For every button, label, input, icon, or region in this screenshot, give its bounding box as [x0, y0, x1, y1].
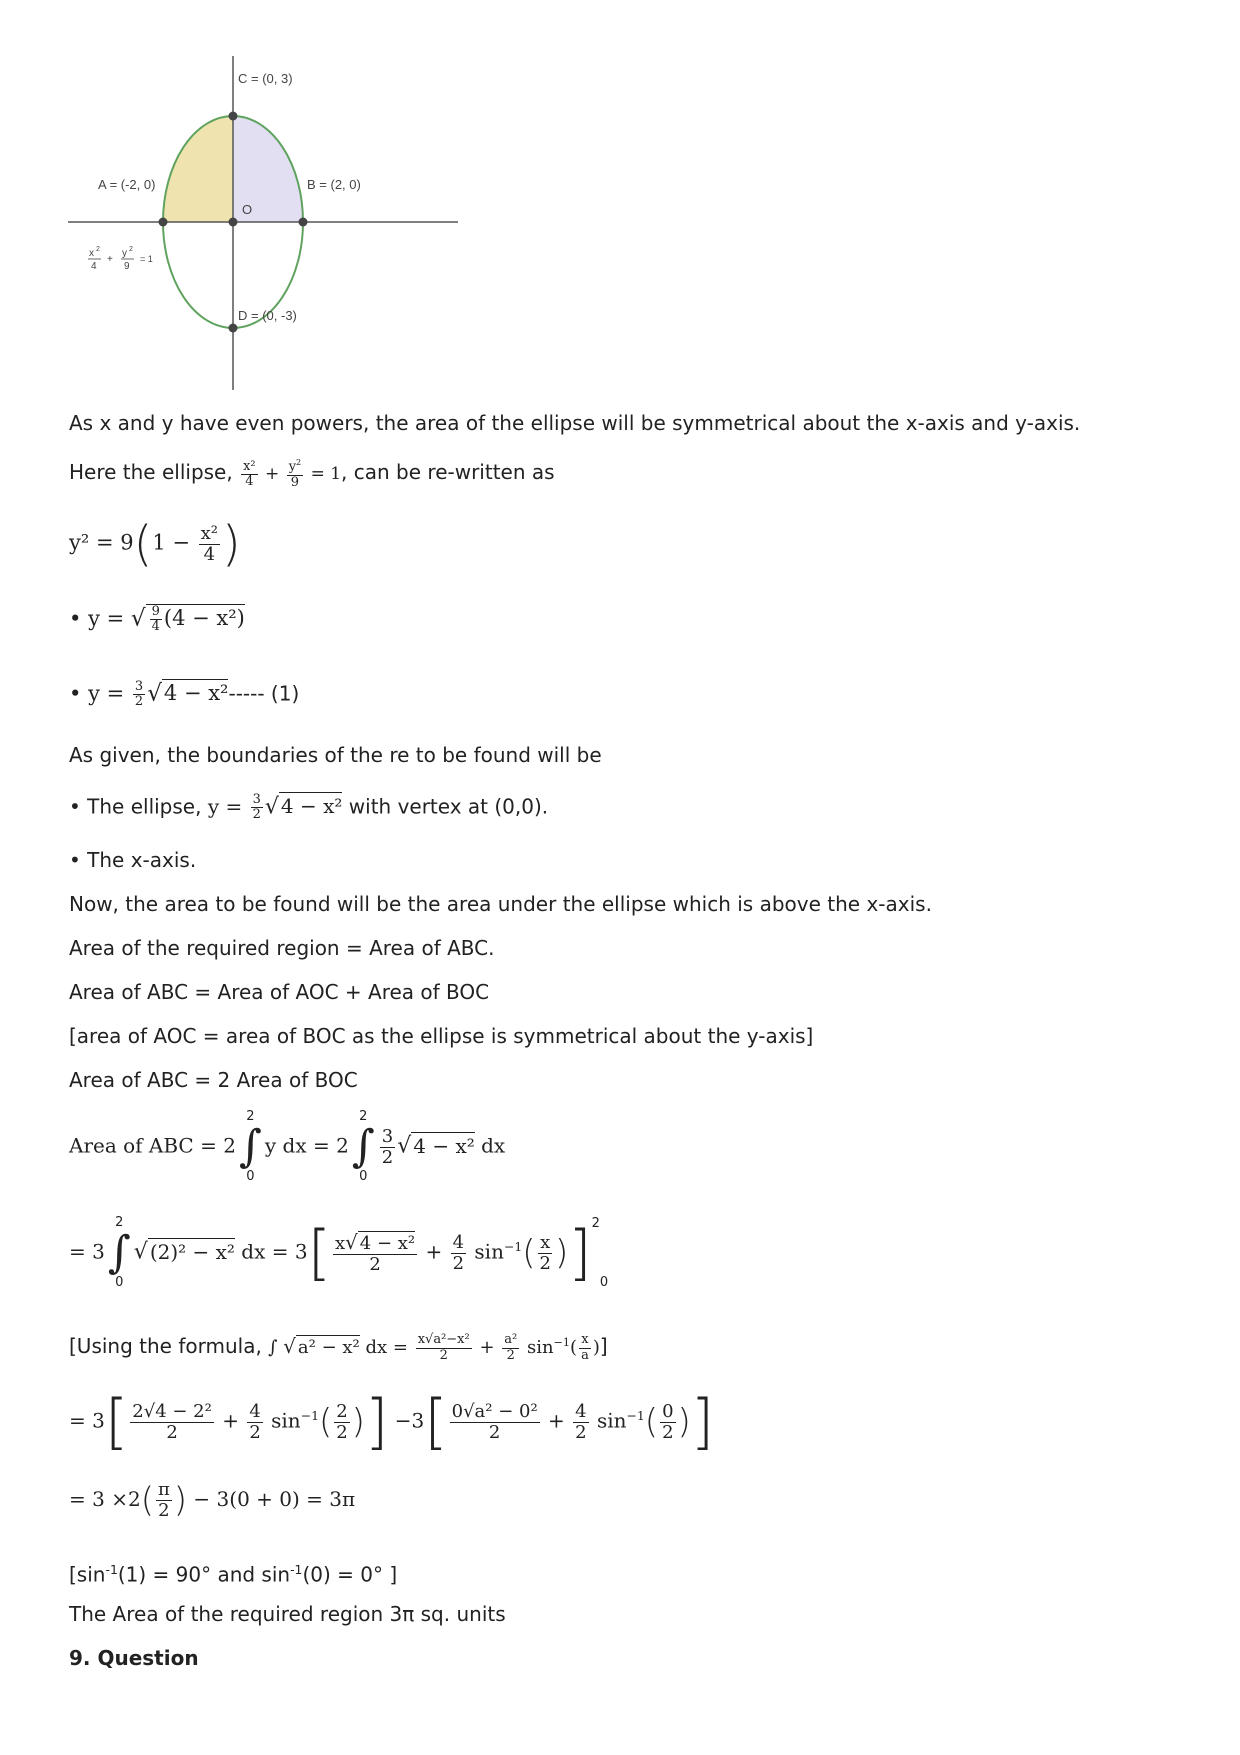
equation-y-root: • y = √ $\frac{9}{4}$ (4 − x²) [69, 604, 245, 635]
svg-text:2: 2 [129, 246, 133, 253]
paragraph-symmetry: As x and y have even powers, the area of the ellipse will be symmetrical about the x-axis and y-axis. [69, 411, 1081, 435]
paragraph-symmetry-note: [area of AOC = area of BOC as the ellipse is symmetrical about the y-axis] [69, 1024, 814, 1048]
paragraph-area-sum: Area of ABC = Area of AOC + Area of BOC [69, 980, 490, 1004]
ellipse-equation-inline: $\frac{\text{x²}}{4}$ + $\frac{y^2}{9}$ = 1 [243, 458, 342, 490]
paragraph-x-axis: • The x-axis. [69, 848, 197, 872]
figure-equation [88, 246, 153, 272]
svg-text:= 1: = 1 [140, 254, 153, 264]
question-heading: 9. Question [69, 1646, 199, 1670]
paragraph-formula: [Using the formula, ∫ √ a² − x² dx = $\frac{\text{x√a²−x²}}{2}$ + $\frac{\text{a²}}{2}$ $\sin^{-1}$( $\frac{x}{a}$ )] [69, 1332, 608, 1363]
p2-text-b: , can be re-written as [341, 460, 555, 484]
label-o: O [242, 202, 253, 217]
label-d: D = (0, -3) [238, 308, 297, 323]
svg-text:9: 9 [124, 261, 130, 272]
ellipse-figure [60, 50, 480, 400]
label-b: B = (2, 0) [307, 177, 361, 192]
paragraph-ellipse-rewrite [69, 459, 555, 490]
equation-substitution: = 3[ $\frac{\text{2√4 − 2²}}{2}$ + $\frac{4}{2}$ $\sin^{-1}$( $\frac{2}{2}$ )] −3[ $\frac{\text{0√a² − 0²}}{2}$ + $\frac{4}{2}$ $\sin^{-1}$( $\frac{0}{2}$ )] [69, 1387, 715, 1457]
label-a: A = (-2, 0) [98, 177, 156, 192]
paragraph-area-under: Now, the area to be found will be the area under the ellipse which is above the x-axis. [69, 892, 932, 916]
equation-area-integral: Area of ABC = 2 2 ∫ 0 y dx = 2 2 ∫ 0 $\frac{3}{2}$ √ 4 − x² dx [69, 1109, 506, 1184]
paragraph-result: The Area of the required region 3π sq. units [69, 1602, 506, 1626]
p2-text-a: Here the ellipse, [69, 460, 240, 484]
equation-y-squared: y² = 9(1 − $\frac{\text{x²}}{4}$ ) [69, 516, 241, 572]
point-a [159, 218, 168, 227]
svg-text:x: x [89, 248, 94, 259]
paragraph-area-double: Area of ABC = 2 Area of BOC [69, 1068, 358, 1092]
svg-text:+: + [107, 254, 113, 265]
paragraph-required-region: Area of the required region = Area of ABC. [69, 936, 495, 960]
svg-text:y: y [122, 248, 127, 259]
svg-text:2: 2 [96, 246, 100, 253]
svg-text:4: 4 [91, 261, 97, 272]
left-shaded-region [163, 116, 233, 222]
point-b [299, 218, 308, 227]
point-c [229, 112, 238, 121]
equation-final: = 3 ×2( $\frac{\pi}{2}$ ) − 3(0 + 0) = 3π [69, 1479, 356, 1521]
paragraph-boundaries: As given, the boundaries of the re to be found will be [69, 743, 602, 767]
equation-integral-eval: = 3 2 ∫ 0 √ (2)² − x² dx = 3[ $\frac{\text{x√ 4 − x²}}{2}$ + $\frac{4}{2}$ $\sin^{-1}$( $\frac{x}{2}$ )]$^2$0 [69, 1215, 609, 1290]
equation-y-one: • y = $\frac{3}{2}$ √4 − x²----- (1) [69, 679, 300, 710]
paragraph-sin-values: [$\sin^{-1}(1) = 90^\circ$ and $\sin^{-1}(0) = 0^\circ$ ] [69, 1562, 398, 1587]
point-d [229, 324, 238, 333]
label-c: C = (0, 3) [238, 71, 293, 86]
point-o [229, 218, 238, 227]
paragraph-ellipse-boundary: • The ellipse, y = $\frac{3}{2}$ √ 4 − x² with vertex at (0,0). [69, 792, 549, 823]
